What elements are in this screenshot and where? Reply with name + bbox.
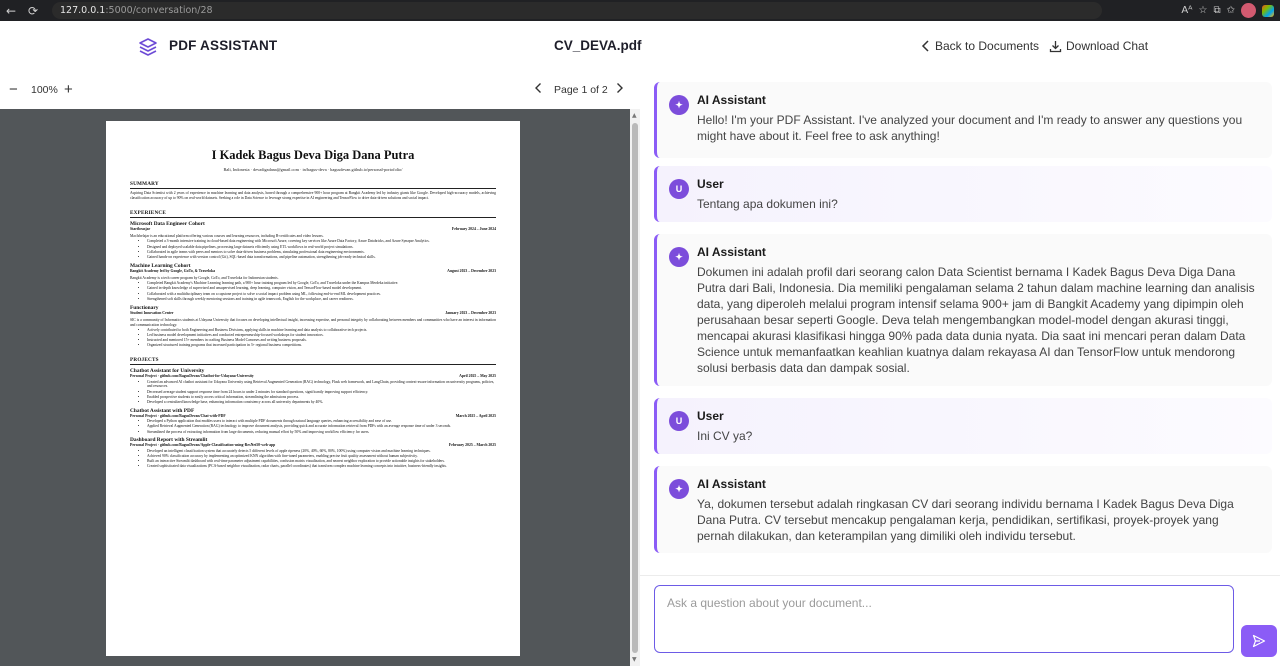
chevron-left-icon xyxy=(921,40,931,52)
cv-job-bullets xyxy=(147,239,496,259)
cv-project-org: Personal Project · github.com/BagusDevan/Chatbot-for-Udayana-University xyxy=(130,374,254,379)
page-indicator: Page 1 of 2 xyxy=(554,84,608,96)
cv-contact: Bali, Indonesia · devadigadana@gmail.com · in/bagus-deva · bagusdevan.github.io/personal-portofolio/ xyxy=(223,167,403,172)
chat-panel xyxy=(640,73,1280,666)
ai-message xyxy=(654,466,1272,553)
sparkle-icon: ✦ xyxy=(669,247,689,267)
cv-bullet: • Completed a 3-month intensive training in cloud-based data engineering with Microsoft Azure, covering key services like Azure Data Factory, Azure Databricks, and Azure Synapse Analytics. xyxy=(147,239,496,244)
url-host: 127.0.0.1 xyxy=(60,5,106,16)
cv-bullet: • Actively contributed to both Engineering and Business Divisions, applying skills in machine learning and data analysis to collaborative tech projects. xyxy=(147,328,496,333)
cv-bullet: • Developed a centralized knowledge base, enhancing information consistency across all university departments by 40%. xyxy=(147,400,496,405)
document-title: CV_DEVA.pdf xyxy=(554,38,642,53)
cv-job-date: February 2024 – June 2024 xyxy=(451,227,496,231)
cv-project-org: Personal Project · github.com/BagusDevan/Chat-with-PDF xyxy=(130,413,226,418)
back-to-documents-label: Back to Documents xyxy=(935,39,1040,53)
cv-summary: Aspiring Data Scientist with 2 years of experience in machine learning and data analysis, honed through a comprehensive 900+ hour program at Bangkit Academy led by industry giants like Google. Developed high-accuracy models, achieving classification accuracy of up to 90% on real-world datasets. Seeking a role in Data Science to leverage strong expertise in AI engineering and TensorFlow to drive data-driven solutions and social impact. xyxy=(130,191,496,200)
ai-message xyxy=(654,234,1272,386)
cv-bullet: • Applied Retrieval Augmented Generation (RAG) technology to improve document analysis, providing quick and accurate information retrieval from PDFs with an average response time of under 3 seconds. xyxy=(147,424,496,429)
cv-project-title: Dashboard Report with Streamlit xyxy=(130,437,208,444)
cv-bullet: • Designed and deployed scalable data pipelines, processing large datasets efficiently using ETL workflows in real-world project simulations. xyxy=(147,245,496,250)
cv-bullet: • Gained hands-on experience with version control (Git), SQL-based data transformations, and pipeline automation, strengthening job-ready technical skills. xyxy=(147,255,496,260)
url-path: :5000/conversation/28 xyxy=(105,5,213,16)
cv-section-heading: SUMMARY xyxy=(130,181,496,189)
scroll-up-arrow-icon[interactable]: ▲ xyxy=(632,112,637,119)
cv-job-org: Student Innovation Center xyxy=(130,310,174,315)
next-page-button[interactable] xyxy=(615,82,624,97)
cv-job-bullets xyxy=(147,281,496,301)
cv-bullet: • Organized structured training programs that increased participation in 3+ regional business competitions. xyxy=(147,343,496,348)
cv-bullet: • Strengthened soft skills through weekly mentoring sessions and training in agile teamwork, English for the workplace, and career readiness. xyxy=(147,297,496,302)
cv-bullet: • Gained in-depth knowledge of supervised and unsupervised learning, deep learning, computer vision, and TensorFlow-based model development. xyxy=(147,286,496,291)
cv-bullet: • Completed Bangkit Academy's Machine Learning learning path, a 900+ hour training program led by Google, GoTo, and Traveloka under the Kampus Merdeka initiative. xyxy=(147,281,496,286)
viewer-toolbar xyxy=(0,73,640,109)
message-text: Hello! I'm your PDF Assistant. I've analyzed your document and I'm ready to answer any questions you might have about it. Feel free to ask anything! xyxy=(697,113,1243,143)
user-avatar-icon: U xyxy=(669,411,689,431)
zoom-level: 100% xyxy=(31,84,58,96)
favorites-icon[interactable]: ✩ xyxy=(1226,5,1235,16)
sparkle-icon: ✦ xyxy=(669,95,689,115)
cv-bullet: • Collaborated in agile teams with peers and mentors to solve data-driven business problems, simulating professional data engineering environments. xyxy=(147,250,496,255)
message-sender: User xyxy=(697,177,724,191)
question-input[interactable] xyxy=(654,585,1234,653)
cv-bullet: • Built an interactive Streamlit dashboard with real-time parameter adjustment capabilities, confusion matrix visualization, and nearest neighbor exploration to provide actionable insights for stakeholders. xyxy=(147,459,496,464)
message-list xyxy=(640,73,1280,575)
cv-job-subheader xyxy=(130,311,496,316)
user-avatar-icon: U xyxy=(669,179,689,199)
sparkle-icon: ✦ xyxy=(669,479,689,499)
message-text: Ya, dokumen tersebut adalah ringkasan CV dari seorang individu bernama I Kadek Bagus Deva Diga Dana Putra. CV tersebut mencakup pengalaman kerja, pendidikan, sertifikasi, proyek-proyek yang pernah dilakukan, dan keterampilan yang dimiliki oleh individu tersebut. xyxy=(697,497,1234,543)
send-icon xyxy=(1252,634,1266,648)
pdf-viewer xyxy=(0,73,640,666)
user-message xyxy=(654,398,1272,454)
pdf-canvas-area[interactable] xyxy=(0,109,630,666)
message-sender: AI Assistant xyxy=(697,477,766,491)
back-arrow-icon[interactable]: ← xyxy=(5,3,17,18)
cv-bullet: • Led business model development initiatives and conducted entrepreneurship-focused workshops for student innovators. xyxy=(147,333,496,338)
cv-project-title: Chatbot Assistant for University xyxy=(130,368,205,375)
previous-page-button[interactable] xyxy=(534,82,543,97)
cv-job-org: Bangkit Academy led by Google, GoTo, & Traveloka xyxy=(130,268,216,273)
pdf-page xyxy=(106,121,520,656)
extensions-icon[interactable]: ⧉ xyxy=(1213,5,1221,16)
chevron-left-icon xyxy=(534,82,543,94)
cv-projects-list xyxy=(130,368,496,469)
cv-job-description: MacIsbelajar is an educational platform offering various courses and learning resources, including B-certificates and video lessons. xyxy=(130,234,324,238)
message-sender: User xyxy=(697,409,724,423)
scroll-down-arrow-icon[interactable]: ▼ xyxy=(632,656,637,663)
cv-bullet: • Collaborated with a multidisciplinary team on a capstone project to solve a social impact problem using ML, following end-to-end ML development practices. xyxy=(147,292,496,297)
cv-project-org: Personal Project · github.com/BagusDevan/Apple-Classification-using-ResNet50-web-app xyxy=(130,443,276,448)
cv-section-heading: PROJECTS xyxy=(130,357,496,365)
reload-icon[interactable]: ⟳ xyxy=(27,3,39,18)
cv-job-title: Functionary xyxy=(130,304,159,311)
ai-message xyxy=(654,82,1272,158)
favorite-star-icon[interactable]: ☆ xyxy=(1198,5,1208,16)
cv-bullet: • Created an advanced AI chatbot assistant for Udayana University using Retrieval Augmented Generation (RAG) technology, Flask web framework, and LangChain, providing context-aware information on university programs, policies, and resources. xyxy=(147,380,496,390)
message-sender: AI Assistant xyxy=(697,93,766,107)
cv-job-date: August 2023 – December 2023 xyxy=(447,268,496,273)
user-message xyxy=(654,166,1272,222)
cv-job-title: Microsoft Data Engineer Cohort xyxy=(130,221,205,227)
cv-bullet: • Developed a Python application that enables users to interact with multiple PDF documents through natural language queries, enhancing accessibility and ease of use. xyxy=(147,419,496,424)
cv-project-bullets xyxy=(147,380,496,405)
profile-avatar[interactable] xyxy=(1241,3,1256,18)
send-button[interactable] xyxy=(1241,625,1277,657)
input-divider xyxy=(640,575,1280,576)
cv-job-title: Machine Learning Cohort xyxy=(130,262,191,269)
message-sender: AI Assistant xyxy=(697,245,766,259)
cv-project-bullets xyxy=(147,419,496,434)
cv-job-description: Bangkit Academy is a tech career program by Google, GoTo, and Traveloka for Indonesian students. xyxy=(130,275,279,280)
cv-section-heading: EXPERIENCE xyxy=(130,210,496,218)
cv-project-subheader xyxy=(130,414,496,419)
brand-name: PDF ASSISTANT xyxy=(169,38,278,53)
cv-job-date: January 2023 – December 2023 xyxy=(445,310,496,315)
cv-name: I Kadek Bagus Deva Diga Dana Putra xyxy=(211,148,415,162)
message-text: Dokumen ini adalah profil dari seorang calon Data Scientist bernama I Kadek Bagus Deva Diga Dana Putra dari Bali, Indonesia. Dia memiliki pengalaman selama 2 tahun dalam machine learning dan analisis data, yang diperoleh melalui program intensif selama 900+ jam di Bangkit Academy yang dipimpin oleh perusahaan besar seperti Google. Deva telah mengembangkan model-model dengan akurasi tinggi, mencapai akurasi klasifikasi hingga 90% pada data dunia nyata. Dia saat ini mencari peran dalam Data Science untuk memanfaatkan keahlian kuatnya dalam rekayasa AI dan TensorFlow untuk mendorong solusi berbasis data dan dampak sosial. xyxy=(697,265,1255,375)
copilot-icon[interactable] xyxy=(1262,5,1274,17)
cv-project-subheader xyxy=(130,374,496,379)
layers-logo-icon xyxy=(138,37,158,57)
cv-job-subheader xyxy=(130,227,496,232)
app-header xyxy=(0,21,1280,73)
message-text: Ini CV ya? xyxy=(697,429,753,443)
cv-project-date: April 2025 – May 2025 xyxy=(459,374,496,379)
zoom-out-button[interactable]: − xyxy=(9,81,18,98)
cv-bullet: • Streamlined the process of extracting information from large documents, reducing manual effort by 50% and improving workflow efficiency for users. xyxy=(147,430,496,435)
download-chat-label: Download Chat xyxy=(1066,39,1149,53)
back-to-documents-link[interactable] xyxy=(921,39,1039,53)
message-text: Tentang apa dokumen ini? xyxy=(697,197,838,211)
download-icon xyxy=(1049,40,1062,53)
download-chat-button[interactable] xyxy=(1049,39,1148,53)
cv-bullet: • Instructed and mentored 15+ members in crafting Business Model Canvases and writing business proposals. xyxy=(147,338,496,343)
cv-project-subheader xyxy=(130,443,496,448)
browser-toolbar xyxy=(0,0,1280,21)
cv-project-date: February 2025 – March 2025 xyxy=(448,443,496,448)
cv-experience-list xyxy=(130,221,496,348)
cv-bullet: • Developed an intelligent classification system that accurately detects 5 different levels of apple ripeness (20%, 40%, 60%, 80%, 100%) using computer vision and machine learning techniques. xyxy=(147,449,496,454)
scrollbar-thumb[interactable] xyxy=(632,123,638,653)
cv-bullet: • Created sophisticated data visualizations (PCA-based neighbor visualization, radar charts, parallel coordinates) that transform complex machine learning concepts into intuitive, business-friendly insights. xyxy=(147,464,496,469)
chevron-right-icon xyxy=(615,82,624,94)
cv-bullet: • Decreased average student support response time from 24 hours to under 2 minutes for standard questions, significantly improving support efficiency. xyxy=(147,390,496,395)
read-aloud-icon[interactable]: Aᴬ xyxy=(1181,5,1193,16)
pdf-scrollbar[interactable] xyxy=(630,109,640,666)
cv-bullet: • Enabled prospective students to easily access critical information, streamlining the admissions process. xyxy=(147,395,496,400)
cv-project-bullets xyxy=(147,449,496,469)
cv-bullet: • Achieved 90% classification accuracy by implementing an optimized KNN algorithm with fine-tuned parameters, enabling precise fruit quality assessment without human subjectivity. xyxy=(147,454,496,459)
address-bar[interactable] xyxy=(52,2,1102,19)
zoom-in-button[interactable]: + xyxy=(64,81,73,98)
cv-job-subheader xyxy=(130,269,496,274)
cv-job-description: SIC is a community of Informatics students at Udayana University that focuses on developing intellectual insight, increasing expertise, and personal integrity by collaborating between members and communities who have an interest in information and communication technology. xyxy=(130,317,496,327)
cv-project-date: March 2025 – April 2025 xyxy=(455,413,496,418)
cv-job-bullets xyxy=(147,328,496,348)
cv-job-org: Startbeasjar xyxy=(130,227,151,231)
cv-project-title: Chatbot Assistant with PDF xyxy=(130,407,195,414)
